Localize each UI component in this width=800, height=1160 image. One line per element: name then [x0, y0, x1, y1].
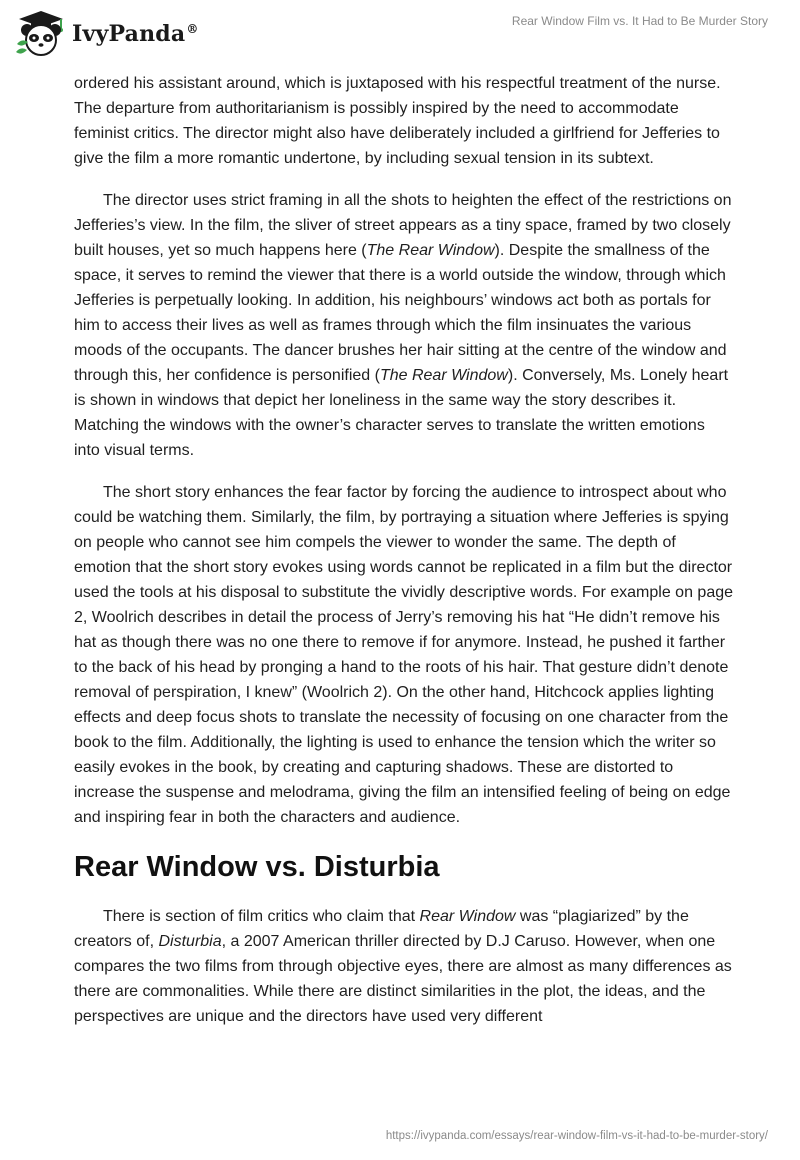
source-url[interactable]: https://ivypanda.com/essays/rear-window-film-vs-it-had-to-be-murder-story/: [385, 1130, 768, 1142]
film-title: Disturbia: [158, 933, 222, 950]
paragraph-3: The short story enhances the fear factor by forcing the audience to introspect about who could be watching them. Similarly, the film, by portraying a situation where Jefferies is spying on people who cannot see him compels the viewer to wonder the same. The depth of emotion that the short story evokes using words cannot be replicated in a film but the director used the tools at his disposal to substitute the vividly descriptive words. For example on page 2, Woolrich describes in detail the process of Jerry’s removing his hat “He didn’t remove his hat as though there was no one there to remove if for anymore. Instead, he pushed it farther to the back of his head by pronging a hand to the roots of his hair. That gesture didn’t denote removal of perspiration, I knew” (Woolrich 2). On the other hand, Hitchcock applies lighting effects and deep focus shots to translate the necessity of focusing on one character from the book to the film. Additionally, the lighting is used to enhance the tension which the writer so easily evokes in the book, by creating and capturing shadows. These are distorted to increase the suspense and melodrama, giving the film an intensified feeling of being on edge and inspiring fear in both the characters and audience.: [74, 484, 734, 826]
panda-mascot-icon: [14, 8, 68, 58]
paragraph-4: There is section of film critics who claim that Rear Window was “plagiarized” by the creators of, Disturbia, a 2007 American thriller directed by D.J Caruso. However, when one compares the two films from through objective eyes, there are almost as many differences as there are commonalities. While there are distinct similarities in the plot, the ideas, and the perspectives are unique and the directors have used very different: [74, 908, 732, 1025]
film-title-citation: The Rear Window: [366, 242, 495, 259]
paragraph-1: ordered his assistant around, which is juxtaposed with his respectful treatment of the nurse. The departure from authoritarianism is possibly inspired by the need to accommodate feminist critics. The director might also have deliberately included a girlfriend for Jefferies to give the film a more romantic undertone, by including sexual tension in its subtext.: [74, 75, 721, 167]
essay-body: [74, 71, 734, 1046]
ivypanda-logo[interactable]: [14, 8, 199, 58]
logo-text: IvyPanda®: [72, 21, 199, 47]
page-header: [0, 0, 800, 60]
section-heading: Rear Window vs. Disturbia: [74, 851, 440, 883]
film-title: Rear Window: [419, 908, 516, 925]
document-title: Rear Window Film vs. It Had to Be Murder Story: [511, 14, 768, 28]
film-title-citation: The Rear Window: [379, 367, 508, 384]
paragraph-2: The director uses strict framing in all the shots to heighten the effect of the restrictions on Jefferies’s view. In the film, the sliver of street appears as a tiny space, framed by two closely built houses, yet so much happens here (The Rear Window). Despite the smallness of the space, it serves to remind the viewer that there is a world outside the window, through which Jefferies is perpetually looking. In addition, his neighbours’ windows act both as portals for him to access their lives as well as frames through which the film insinuates the various moods of the occupants. The dancer brushes her hair sitting at the centre of the window and through this, her confidence is personified (The Rear Window). Conversely, Ms. Lonely heart is shown in windows that depict her loneliness in the same way the story describes it. Matching the windows with the owner’s character serves to translate the written emotions into visual terms.: [74, 192, 732, 459]
